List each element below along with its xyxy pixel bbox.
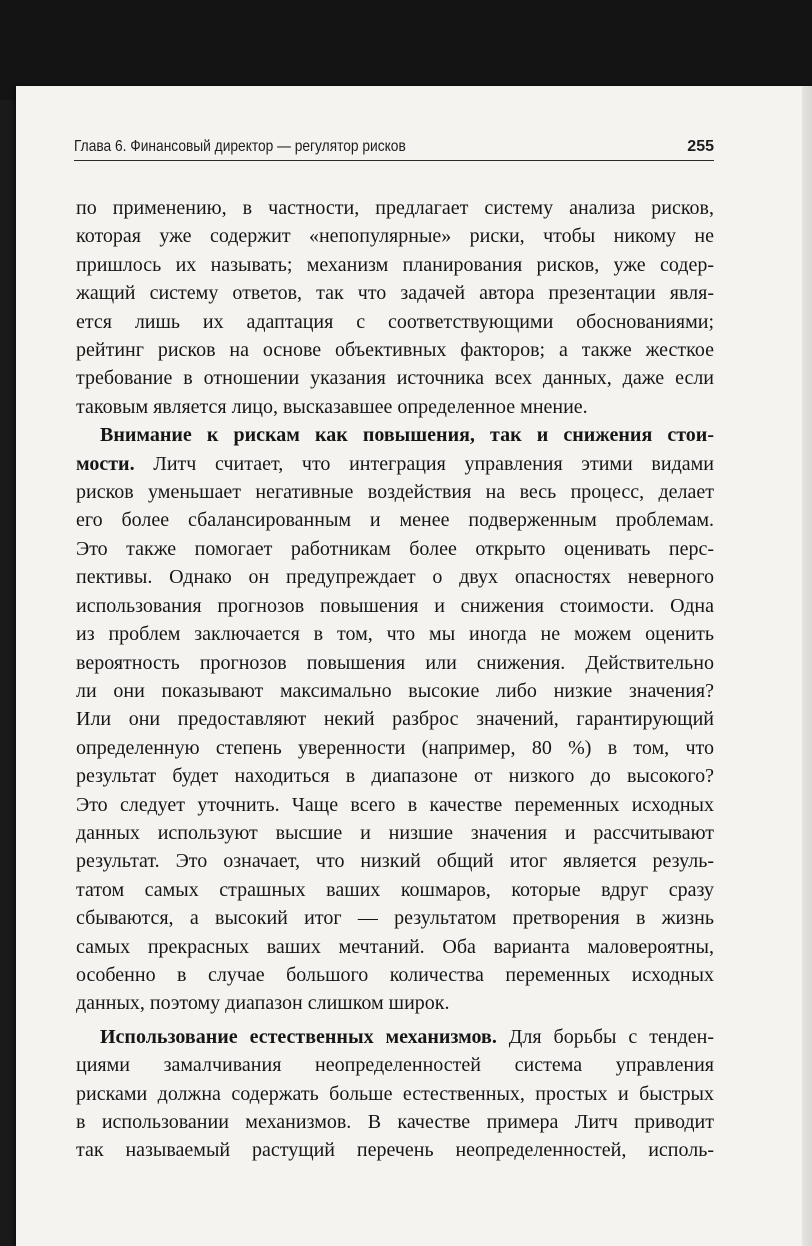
text-line: ли они показывают максимально высокие либо низкие значения?: [76, 679, 714, 702]
chapter-title: Глава 6. Финансовый директор — регулятор рисков: [74, 138, 406, 155]
text-run: Для борьбы с тенден-: [496, 1025, 714, 1048]
text-line: жащий систему ответов, так что задачей автора презентации явля-: [76, 282, 714, 305]
text-line: рейтинг рисков на основе объективных факторов; а также жесткое: [76, 339, 714, 362]
text-run: Литч считает, что интеграция управления этими видами: [134, 452, 714, 475]
run-in-heading: Использование естественных механизмов.: [100, 1025, 497, 1048]
run-in-heading-end: мости.: [76, 452, 135, 475]
text-line: Или они предоставляют некий разброс значений, гарантирующий: [76, 708, 714, 731]
text-line: определенную степень уверенности (например, 80 %) в том, что: [76, 736, 714, 759]
text-line: циями замалчивания неопределенностей система управления: [76, 1054, 714, 1077]
run-in-heading: Внимание к рискам как повышения, так и снижения стои-: [100, 424, 714, 447]
text-line: из проблем заключается в том, что мы иногда не можем оценить: [76, 623, 714, 646]
paragraph-2: [76, 478, 714, 989]
text-line: рисков уменьшает негативные воздействия на весь процесс, делает: [76, 481, 714, 504]
text-line: [76, 1023, 714, 1051]
paragraph-2-head: [76, 421, 714, 449]
text-line: Это также помогает работникам более открыто оценивать перс-: [76, 537, 714, 560]
paragraph-2-line2: [76, 450, 714, 478]
text-line: пришлось их называть; механизм планирования рисков, уже содер-: [76, 253, 714, 276]
text-line: его более сбалансированным и менее подверженным проблемам.: [76, 509, 714, 532]
paragraph-1: [76, 194, 714, 393]
page-number: 255: [687, 138, 714, 155]
page-edge: [802, 86, 812, 1246]
text-line: Это следует уточнить. Чаще всего в качестве переменных исходных: [76, 793, 714, 816]
text-line: рисками должна содержать больше естественных, простых и быстрых: [76, 1082, 714, 1105]
text-line: результат будет находиться в диапазоне от низкого до высокого?: [76, 765, 714, 788]
text-line: ется лишь их адаптация с соответствующими обоснованиями;: [76, 310, 714, 333]
text-line: использования прогнозов повышения и снижения стоимости. Одна: [76, 594, 714, 617]
text-line: которая уже содержит «непопулярные» риски, чтобы никому не: [76, 225, 714, 248]
text-line: в использовании механизмов. В качестве примера Литч приводит: [76, 1111, 714, 1133]
paragraph-1-end: [76, 393, 714, 421]
paragraph-2-end: [76, 989, 714, 1017]
body-text: [76, 194, 714, 1165]
text-line: татом самых страшных ваших кошмаров, которые вдруг сразу: [76, 878, 714, 901]
text-line: по применению, в частности, предлагает систему анализа рисков,: [76, 197, 714, 219]
text-line: особенно в случае большого количества переменных исходных: [76, 963, 714, 986]
text-line: так называемый растущий перечень неопределенностей, исполь-: [76, 1139, 714, 1162]
text-line: вероятность прогнозов повышения или снижения. Действительно: [76, 651, 714, 674]
scanner-dark-band: [0, 0, 812, 100]
text-line: сбываются, а высокий итог — результатом претворения в жизнь: [76, 907, 714, 930]
text-line: таковым является лицо, высказавшее определенное мнение.: [76, 395, 588, 418]
text-line: результат. Это означает, что низкий общий итог является резуль-: [76, 850, 714, 873]
text-line: данных, поэтому диапазон слишком широк.: [76, 992, 450, 1015]
paragraph-3-head: [76, 1023, 714, 1051]
text-line: данных используют высшие и низшие значения и рассчитывают: [76, 821, 714, 844]
paragraph-3: [76, 1051, 714, 1165]
text-line: самых прекрасных ваших мечтаний. Оба варианта маловероятны,: [76, 935, 714, 958]
text-line: требование в отношении указания источника всех данных, даже если: [76, 367, 714, 390]
text-line: [76, 450, 714, 478]
running-header: [74, 138, 714, 160]
text-line: пективы. Однако он предупреждает о двух опасностях неверного: [76, 566, 714, 589]
header-rule: [74, 160, 714, 161]
